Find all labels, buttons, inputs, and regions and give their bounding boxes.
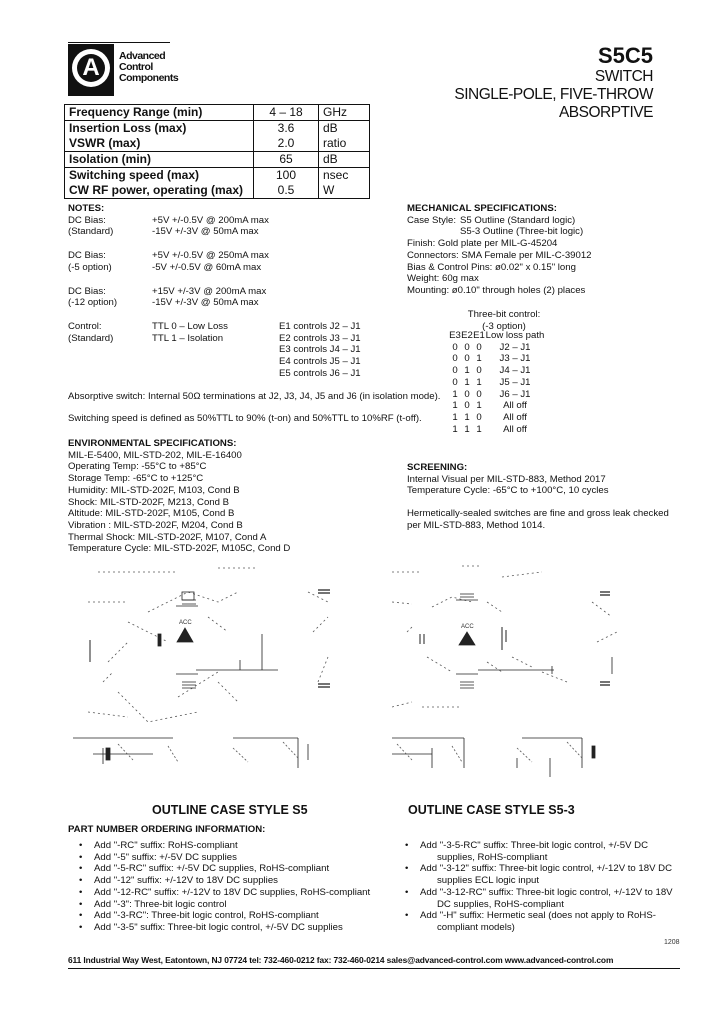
- three-bit-table: E3 E2 E1 Low loss path 0 0 0 J2 – J1 0 0 1 J3 – J1 0 1 0 J4 – J1 0 1 1 J5 – J1 1 0 0 J6 – J1 1 0 1 All off 1 1 0 All off 1 1 1 All off: [449, 330, 545, 435]
- spec-row: VSWR (max) 2.0 ratio: [65, 136, 370, 152]
- truth-row: 0 1 0 J4 – J1: [452, 365, 531, 377]
- ordering-item: • Add "-3-12-RC" suffix: Three-bit logic control, +/-12V to 18V DC supplies, RoHS-compliant: [394, 887, 684, 910]
- ordering-item: • Add "-5-RC" suffix: +/-5V DC supplies, RoHS-compliant: [68, 863, 388, 875]
- ordering-item: • Add "-3-5-RC" suffix: Three-bit logic control, +/-5V DC supplies, RoHS-compliant: [394, 840, 684, 863]
- truth-row: 0 0 0 J2 – J1: [452, 341, 531, 353]
- truth-row: 0 0 1 J3 – J1: [452, 353, 531, 365]
- truth-row: 1 1 0 All off: [452, 411, 527, 423]
- spec-row: Insertion Loss (max) 3.6 dB: [65, 121, 370, 137]
- notes-section: NOTES: DC Bias: +5V +/-0.5V @ 200mA max (Standard) -15V +/-3V @ 50mA max DC Bias: +5V +/-0.5V @ 250mA max (-5 option) -5V +/-0.5V @ 60mA max DC Bias: +15V +/-3V @ 200mA max (-12 option) -15V +/-3V @ 50mA max: [68, 203, 269, 309]
- ordering-item: • Add "-3-12" suffix: Three-bit logic control, +/-12V to 18V DC supplies ECL logic input: [394, 863, 684, 886]
- ordering-item: • Add "-12-RC" suffix: +/-12V to 18V DC supplies, RoHS-compliant: [68, 887, 388, 899]
- outline-drawing-s5-3: [392, 562, 692, 792]
- environmental-section: ENVIRONMENTAL SPECIFICATIONS: MIL-E-5400, MIL-STD-202, MIL-E-16400 Operating Temp: -55°C to +85°C Storage Temp: -65°C to +125°C Humidity: MIL-STD-202F, M103, Cond B Shock: MIL-STD-202F, M213, Cond B Altitude: MIL-STD-202F, M105, Cond B Vibration : MIL-STD-202F, M204, Cond B Thermal Shock: MIL-STD-202F, M107, Cond A Temperature Cycle: MIL-STD-202F, M105C, Cond D: [68, 438, 291, 555]
- ordering-item: • Add "-3-5" suffix: Three-bit logic control, +/-5V DC supplies: [68, 922, 388, 934]
- product-type-3: ABSORPTIVE: [558, 104, 653, 121]
- ordering-item: • Add "-5" suffix: +/-5V DC supplies: [68, 852, 388, 864]
- mechanical-section: MECHANICAL SPECIFICATIONS: Case Style: S5 Outline (Standard logic) S5-3 Outline (Three-bit logic) Finish: Gold plate per MIL-G-45204 Connectors: SMA Female per MIL-C-39012 Bias & Control Pins: ø0.02" x 0.15" long Weight: 60g max Mounting: ø0.10" through holes (2) places: [407, 203, 592, 296]
- footer-contact: 611 Industrial Way West, Eatontown, NJ 07724 tel: 732-460-0212 fax: 732-460-0214 sales@advanced-control.com www.advanced-control.com: [68, 955, 614, 965]
- svg-text:ACC: ACC: [461, 624, 474, 630]
- ordering-item: • Add "-3-RC": Three-bit logic control, RoHS-compliant: [68, 910, 388, 922]
- document-code: 1208: [664, 939, 680, 946]
- svg-text:ACC: ACC: [179, 620, 192, 626]
- logo-mark: [68, 44, 114, 96]
- spec-row: CW RF power, operating (max) 0.5 W: [65, 183, 370, 199]
- spec-row: Frequency Range (min) 4 – 18 GHz: [65, 105, 370, 121]
- ordering-list-right: [394, 840, 684, 934]
- outline-title-s5-3: OUTLINE CASE STYLE S5-3: [408, 803, 575, 817]
- footer-rule: [68, 968, 680, 969]
- company-name: Advanced Control Components: [119, 50, 179, 84]
- truth-row: 1 0 1 All off: [452, 400, 527, 412]
- spec-row: Isolation (min) 65 dB: [65, 152, 370, 168]
- model-number: S5C5: [597, 43, 653, 68]
- switching-note: Switching speed is defined as 50%TTL to 90% (t-on) and 50%TTL to 10%RF (t-off).: [68, 413, 422, 425]
- ordering-item: • Add "-12" suffix: +/-12V to 18V DC supplies: [68, 875, 388, 887]
- three-bit-title: Three-bit control: (-3 option): [467, 309, 541, 332]
- ordering-item: • Add "-H" suffix: Hermetic seal (does not apply to RoHS- compliant models): [394, 910, 684, 933]
- ordering-list-left: [68, 840, 388, 934]
- screening-heading: SCREENING:: [407, 462, 468, 473]
- outline-drawing-s5: [68, 562, 368, 792]
- truth-row: 0 1 1 J5 – J1: [452, 376, 531, 388]
- truth-row: 1 1 1 All off: [452, 423, 527, 435]
- spec-table: [64, 104, 370, 199]
- control-section: Control: TTL 0 – Low Loss E1 controls J2 – J1 (Standard) TTL 1 – Isolation E2 controls J3 – J1 E3 controls J4 – J1 E4 controls J5 – J1 E5 controls J6 – J1 Absorptive switch: Internal 50Ω terminations at J2, J3, J4, J5 and J6 (in isolation mode). Switching speed is defined as 50%TTL to 90% (t-on) and 50%TTL to 10%RF (t-off).: [68, 321, 441, 425]
- environmental-heading: ENVIRONMENTAL SPECIFICATIONS:: [68, 438, 237, 449]
- logo-letter: A: [82, 54, 100, 81]
- notes-heading: NOTES:: [68, 203, 105, 214]
- product-title: [454, 44, 653, 122]
- ordering-heading: PART NUMBER ORDERING INFORMATION:: [68, 824, 266, 835]
- product-type-1: SWITCH: [594, 68, 653, 85]
- mechanical-heading: MECHANICAL SPECIFICATIONS:: [407, 203, 557, 214]
- ordering-item: • Add "-RC" suffix: RoHS-compliant: [68, 840, 388, 852]
- outline-title-s5: OUTLINE CASE STYLE S5: [152, 803, 308, 817]
- ordering-item: • Add "-3": Three-bit logic control: [68, 899, 388, 911]
- spec-row: Switching speed (max) 100 nsec: [65, 168, 370, 184]
- screening-section: SCREENING: Internal Visual per MIL-STD-883, Method 2017 Temperature Cycle: -65°C to +100°C, 10 cycles Hermetically-sealed switches are fine and gross leak checked per MIL-STD-883, Method 1014.: [407, 462, 669, 531]
- company-logo: [68, 44, 179, 96]
- product-type-2: SINGLE-POLE, FIVE-THROW: [454, 86, 653, 103]
- logo-rule: [68, 42, 170, 43]
- truth-row: 1 0 0 J6 – J1: [452, 388, 531, 400]
- absorptive-note: Absorptive switch: Internal 50Ω terminations at J2, J3, J4, J5 and J6 (in isolation mode).: [68, 390, 441, 402]
